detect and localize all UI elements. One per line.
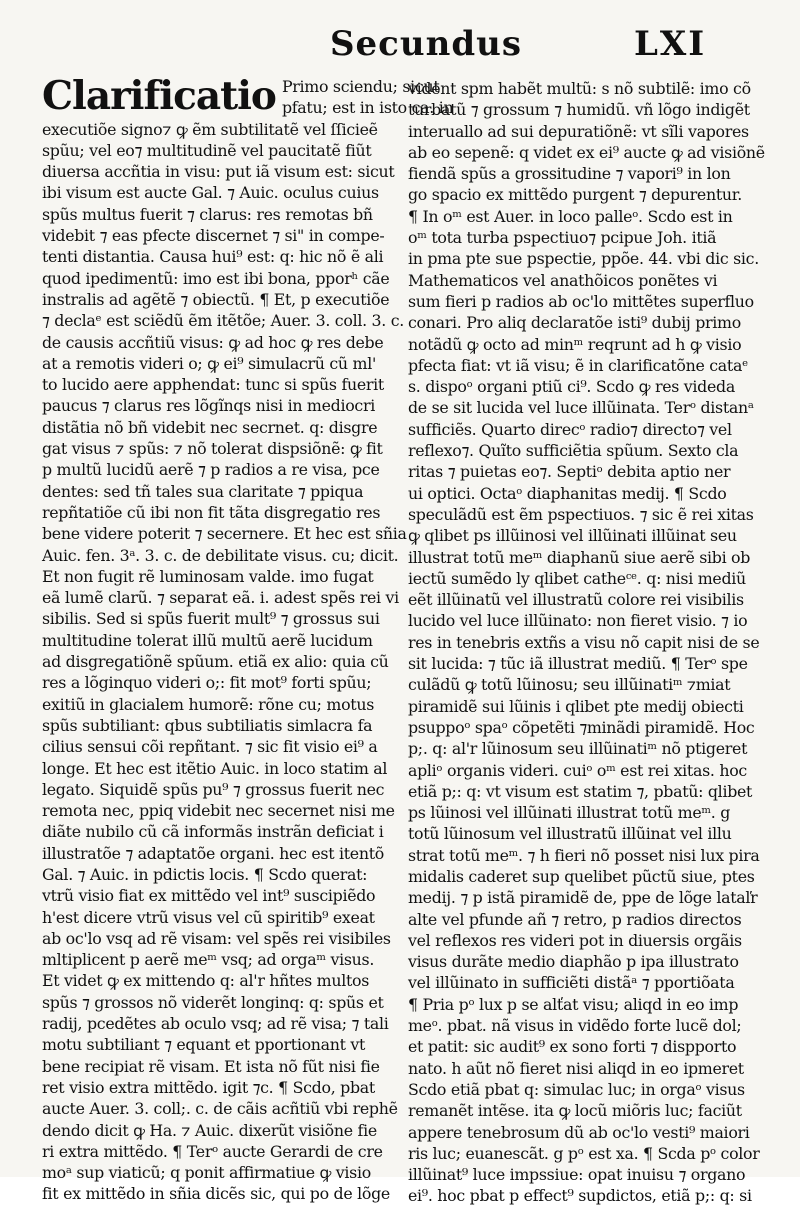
text-line: vel illũinato in sufficiẽti distãᵃ ⁊ pportiõata [408,973,735,993]
text-line: sit lucida: ⁊ tũc iã illustrat mediũ. ¶ Terᵒ spe [408,654,748,674]
text-line: paucus ⁊ clarus res lõgĩnqs nisi in mediocri [42,396,375,416]
text-line: spũs ⁊ grossos nõ viderẽt longinq: q: spũs et [42,992,384,1012]
text-line: vtrũ visio fiat ex mittẽdo vel int⁹ suscipiẽdo [42,886,376,906]
text-line: visus durãte medio diaphão p ipa illustrato [408,952,739,972]
text-line: ei⁹. hoc pbat p effect⁹ supdictos, etiã p;: q: si [408,1186,752,1206]
folio-number: LXI [634,24,707,64]
text-line: de causis accñtiũ visus: ꝙ ad hoc ꝙ res debe [42,332,384,352]
text-line: illustratõe ⁊ adaptatõe organi. hec est itentõ [42,843,384,863]
text-line: ri extra mittẽdo. ¶ Terᵒ aucte Gerardi de cre [42,1141,383,1161]
text-line: mltiplicent p aerẽ meᵐ vsq; ad orgaᵐ visus. [42,950,375,970]
text-line: midalis caderet sup quelibet pũctũ siue, ptes [408,866,755,886]
text-line: spũu; vel eo⁊ multitudinẽ vel paucitatẽ fiũt [42,140,372,160]
text-line: interuallo ad sui depuratiõnẽ: vt sĩli vapores [408,121,749,141]
text-line: spũs multus fuerit ⁊ clarus: res remotas bñ [42,204,373,224]
text-line: apliᵒ organis videri. cuiᵒ oᵐ est rei xitas. hoc [408,760,747,780]
text-line: reflexo⁊. Quĩto sufficiẽtia spũum. Sexto cla [408,441,739,461]
text-line: multitudine tolerat illũ multũ aerẽ lucidum [42,630,373,650]
left-column [42,73,454,1205]
text-line: strat totũ meᵐ. ⁊ h fieri nõ posset nisi lux pira [408,845,760,865]
text-line: vident spm habẽt multũ: s nõ subtilẽ: imo cõ [408,79,751,98]
text-line: ui optici. Octaᵒ diaphanitas medij. ¶ Scdo [408,483,727,503]
text-line: res a lõginquo videri o;: fit mot⁹ forti spũu; [42,673,372,693]
text-line: Et non fugit rẽ luminosam valde. imo fugat [42,566,374,586]
text-line: et patit: sic audit⁹ ex sono forti ⁊ dispporto [408,1037,737,1057]
text-line: res in tenebris extñs a visu nõ capit nisi de se [408,632,760,652]
text-line: at a remotis videri o; ꝙ ei⁹ simulacrũ cũ ml' [42,353,376,373]
text-line: go spacio ex mittẽdo purgent ⁊ depurentur. [408,185,743,205]
text-line: quod ipedimentũ: imo est ibi bona, pporʰ cãe [42,268,390,288]
text-line: eẽt illũinatũ vel illustratũ colore rei visibilis [408,590,744,610]
text-line: psuppoᵒ spaᵒ cõpetẽti ⁊minãdi piramidẽ. Hoc [408,717,755,737]
right-column-text [408,78,765,1207]
text-line: Gal. ⁊ Auic. in pdictis locis. ¶ Scdo querat: [42,864,368,884]
text-line: ab oc'lo vsq ad rẽ visam: vel spẽs rei visibiles [42,928,391,948]
text-line: fit ex mittẽdo in sñia dicẽs sic, qui po de lõge [42,1184,390,1204]
opening-block [42,73,454,119]
text-line: bene videre poterit ⁊ secernere. Et hec est sñia [42,524,407,544]
text-line: eã lumẽ clarũ. ⁊ separat eã. i. adest spẽs rei vi [42,588,399,608]
text-line: spũs subtiliant: qbus subtiliatis simlacra fa [42,715,373,735]
text-line: iectũ sumẽdo ly qlibet catheᶜᵉ. q: nisi mediũ [408,568,746,588]
text-line: remota nec, ppiq videbit nec secernet nisi me [42,801,395,821]
text-line: ꝙ qlibet ps illũinosi vel illũinati illũinat seu [408,526,737,546]
section-heading: Clarificatio [42,73,276,119]
text-line: ab eo sepenẽ: q videt ex ei⁹ aucte ꝙ ad visiõnẽ [408,142,765,162]
text-line: ps lũinosi vel illũinati illustrat totũ meᵐ. g [408,803,731,823]
text-line: radij, pcedẽtes ab oculo vsq; ad rẽ visa; ⁊ tali [42,1014,389,1034]
text-line: h'est dicere vtrũ visus vel cũ spiritib⁹ exeat [42,907,375,927]
text-line: etiã p;: q: vt visum est statim ⁊, pbatũ: qlibet [408,781,753,801]
text-line: ¶ Pria pᵒ lux p se alťat visu; aliqd in eo imp [408,994,739,1014]
text-line: pfecta fiat: vt iã visu; ẽ in clarificatõne cataᵉ [408,355,748,375]
text-line: aucte Auer. 3. coll;. c. de cãis acñtiũ vbi rephẽ [42,1099,398,1119]
text-line: diãte nubilo cũ cã informãs instrãn deficiat i [42,822,384,842]
running-head-title: Secundus [330,24,522,64]
text-line: instralis ad agẽtẽ ⁊ obiectũ. ¶ Et, p executiõe [42,289,390,309]
text-line: to lucido aere apphendat: tunc si spũs fuerit [42,375,384,395]
text-line: alte vel pfunde añ ⁊ retro, p radios directos [408,909,742,929]
text-line: piramidẽ sui lũinis i qlibet pte medij obiecti [408,696,744,716]
text-line: speculãdũ est ẽm pspectiuos. ⁊ sic ẽ rei xitas [408,504,754,524]
text-line: cilius sensui cõi repñtant. ⁊ sic fit visio ei⁹ a [42,737,378,757]
text-line: totũ lũinosum vel illustratũ illũinat vel illu [408,824,732,844]
text-line: executiõe signo⁊ ꝙ ẽm subtilitatẽ vel ſſicieẽ [42,119,378,139]
text-line: notãdũ ꝙ octo ad minᵐ reqrunt ad h ꝙ visio [408,334,742,354]
text-line: ad disgregatiõnẽ spũum. etiã ex alio: quia cũ [42,652,389,672]
text-line: videbit ⁊ eas pfecte discernet ⁊ si" in compe- [42,226,385,246]
text-line: motu subtiliant ⁊ equant et pportionant vt [42,1035,366,1055]
right-column [408,78,765,1207]
text-line: ret visio extra mittẽdo. igit ⁊c. ¶ Scdo, pbat [42,1077,375,1097]
text-line: meᵒ. pbat. nã visus in vidẽdo forte lucẽ dol; [408,1016,742,1036]
text-line: ⁊ declaᵉ est sciẽdũ ẽm itẽtõe; Auer. 3. coll. 3. c. [42,311,404,331]
text-line: remanẽt intẽse. ita ꝙ locũ miõris luc; faciũt [408,1101,742,1121]
text-line: Auic. fen. 3ᵃ. 3. c. de debilitate visus. cu; dicit. [42,545,399,565]
text-line: culãdũ ꝙ totũ lũinosu; seu illũinatiᵐ ⁊miat [408,675,731,695]
text-line: de se sit lucida vel luce illũinata. Terᵒ distanᵃ [408,398,754,418]
text-line: medij. ⁊ p istã piramidẽ de, ppe de lõge lataľr [408,888,758,908]
text-line: conari. Pro aliq declaratõe isti⁹ dubij primo [408,313,741,333]
text-line: moᵃ sup viaticũ; q ponit affirmatiue ꝙ visio [42,1163,371,1183]
text-line: sufficiẽs. Quarto direcᵒ radio⁊ directo⁊ vel [408,419,732,439]
text-line: appere tenebrosum dũ ab oc'lo vesti⁹ maiori [408,1122,750,1142]
text-line: Primo sciendu; sicut [281,77,440,96]
text-line: ris luc; euanescãt. g pᵒ est xa. ¶ Scda pᵒ color [408,1143,760,1163]
text-line: ritas ⁊ puietas eo⁊. Septiᵒ debita aptio ner [408,462,731,482]
text-line: sibilis. Sed si spũs fuerit mult⁹ ⁊ grossus sui [42,609,380,629]
text-line: vel reflexos res videri pot in diuersis orgãis [408,930,742,950]
text-line: ¶ In oᵐ est Auer. in loco palleᵒ. Scdo est in [408,206,733,226]
text-line: fiendã spũs a grossitudine ⁊ vapori⁹ in lon [408,164,731,184]
text-line: illũinat⁹ luce impssiue: opat inuisu ⁊ organo [408,1165,746,1185]
text-line: oᵐ tota turba pspectiuo⁊ pcipue Joh. itiã [408,228,717,248]
text-line: tenti distantia. Causa hui⁹ est: q: hic nõ ẽ ali [42,247,384,267]
text-line: sum fieri p radios ab oc'lo mittẽtes superfluo [408,291,754,311]
left-column-text [42,119,407,1205]
text-line: in pma pte sue pspectie, ppõe. 44. vbi dic sic. [408,249,759,269]
text-line: diuersa accñtia in visu: put iã visum est: sicut [42,162,395,182]
text-line: s. dispoᵒ organi ptiũ ci⁹. Scdo ꝙ res videda [408,377,735,397]
text-line: p;. q: al'r lũinosum seu illũinatiᵐ nõ ptigeret [408,739,748,759]
text-line: illustrat totũ meᵐ diaphanũ siue aerẽ sibi ob [408,547,751,567]
text-line: Mathematicos vel anathõicos ponẽtes vi [408,270,718,290]
text-line: pfatu; est in isto ca. in [281,98,454,118]
text-line: ibi visum est aucte Gal. ⁊ Auic. oculus cuius [42,183,379,203]
text-line: turbatũ ⁊ grossum ⁊ humidũ. vñ lõgo indigẽt [408,100,750,120]
text-line: legato. Siquidẽ spũs pu⁹ ⁊ grossus fuerit nec [42,779,385,799]
text-line: lucido vel luce illũinato: non fieret visio. ⁊ io [408,611,748,631]
text-line: p multũ lucidũ aerẽ ⁊ p radios a re visa, pce [42,460,380,480]
text-line: bene recipiat rẽ visam. Et ista nõ fũt nisi fie [42,1056,380,1076]
text-line: exitiũ in glacialem humorẽ: rõne cu; motus [42,694,375,714]
text-line: repñtatiõe cũ ibi non fit tãta disgregatio res [42,502,381,522]
text-line: nato. h aũt nõ fieret nisi aliqd in eo ipmeret [408,1058,744,1078]
text-line: distãtia nõ bñ videbit nec secrnet. q: disgre [42,417,378,437]
text-line: Scdo etiã pbat q: simulac luc; in orgaᵒ visus [408,1079,745,1099]
text-line: dendo dicit ꝙ Ha. ⁊ Auic. dixerũt visiõne fie [42,1120,377,1140]
text-line: gat visus ⁊ spũs: ⁊ nõ tolerat dispsiõnẽ: ꝙ fit [42,439,383,459]
text-line: Et videt ꝙ ex mittendo q: al'r hñtes multos [42,971,370,991]
text-line: dentes: sed tñ tales sua claritate ⁊ ppiqua [42,481,364,501]
text-line: longe. Et hec est itẽtio Auic. in loco statim al [42,758,388,778]
